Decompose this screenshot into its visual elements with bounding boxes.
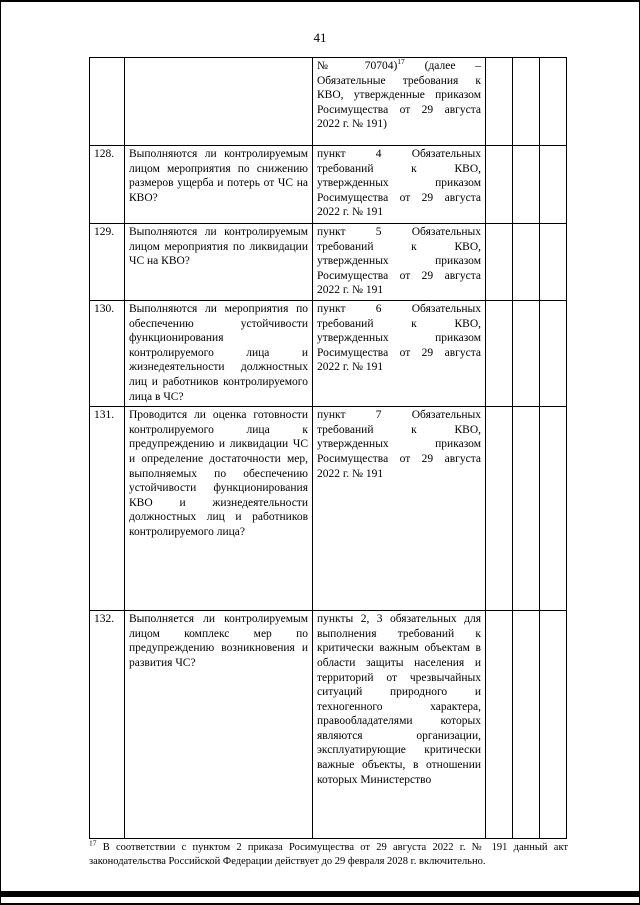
reference-cell [313, 58, 486, 146]
checklist-table [89, 57, 567, 839]
footnote-marker-ref: 17 [397, 57, 405, 67]
reference-text: (далее – Обязательные требования к КВО, утвержденные приказом Росимущества от 29 августа 2022 г. № 191) [317, 60, 481, 131]
page-bottom-rule [1, 891, 639, 897]
footnote-text: В соответствии с пунктом 2 приказа Росимущества от 29 августа 2022 г. № 191 данный акт законодательства Российской Федерации действует до 29 февраля 2028 г. включительно. [89, 842, 569, 867]
empty-cell [540, 146, 567, 224]
row-number-cell: 130. [90, 300, 125, 406]
reference-cell: пункт 6 Обязательных требований к КВО, утвержденных приказом Росимущества от 29 августа 2022 г. № 191 [313, 300, 486, 406]
empty-cell [513, 224, 540, 301]
row-number-cell [90, 58, 125, 146]
reference-cell: пункт 5 Обязательных требований к КВО, утвержденных приказом Росимущества от 29 августа 2022 г. № 191 [313, 224, 486, 301]
table-row [90, 146, 567, 224]
question-cell: Проводится ли оценка готовности контролируемого лица к предупреждению и ликвидации ЧС и определение достаточности мер, выполняемых по обеспечению устойчивости функционирования КВО и жизнедеятельности должностных лиц и работников контролируемого лица? [125, 407, 313, 611]
question-cell: Выполняются ли контролируемым лицом мероприятия по снижению размеров ущерба и потерь от ЧС на КВО? [125, 146, 313, 224]
empty-cell [486, 224, 513, 301]
empty-cell [540, 224, 567, 301]
question-cell: Выполняются ли мероприятия по обеспечению устойчивости функционирования контролируемого лица и жизнедеятельности должностных лиц и работников контролируемого лица в ЧС? [125, 300, 313, 406]
empty-cell [513, 300, 540, 406]
empty-cell [540, 300, 567, 406]
empty-cell [486, 58, 513, 146]
empty-cell [513, 146, 540, 224]
table-row [90, 300, 567, 406]
reference-cell: пункт 7 Обязательных требований к КВО, утвержденных приказом Росимущества от 29 августа 2022 г. № 191 [313, 407, 486, 611]
empty-cell [486, 407, 513, 611]
empty-cell [513, 407, 540, 611]
table-row [90, 407, 567, 611]
empty-cell [486, 146, 513, 224]
footnote-marker: 17 [89, 838, 97, 848]
empty-cell [540, 58, 567, 146]
empty-cell [486, 611, 513, 839]
row-number-cell: 131. [90, 407, 125, 611]
empty-cell [486, 300, 513, 406]
empty-cell [540, 611, 567, 839]
empty-cell [540, 407, 567, 611]
question-cell [125, 58, 313, 146]
table-row [90, 611, 567, 839]
reference-cell: пункт 4 Обязательных требований к КВО, утвержденных приказом Росимущества от 29 августа 2022 г. № 191 [313, 146, 486, 224]
question-cell: Выполняется ли контролируемым лицом комплекс мер по предупреждению возникновения и развития ЧС? [125, 611, 313, 839]
reference-text: № 70704) [317, 60, 398, 72]
row-number-cell: 128. [90, 146, 125, 224]
table-row [90, 224, 567, 301]
footnote [89, 838, 569, 868]
question-cell: Выполняются ли контролируемым лицом мероприятия по ликвидации ЧС на КВО? [125, 224, 313, 301]
reference-cell: пункты 2, 3 обязательных для выполнения требований к критически важным объектам в области защиты населения и территорий от чрезвычайных ситуаций природного и техногенного характера, правообладателями которых являются организации, эксплуатирующие критически важные объекты, в отношении которых Министерство [313, 611, 486, 839]
row-number-cell: 132. [90, 611, 125, 839]
page-top-rule [1, 0, 639, 2]
empty-cell [513, 58, 540, 146]
page-number: 41 [313, 30, 327, 45]
row-number-cell: 129. [90, 224, 125, 301]
empty-cell [513, 611, 540, 839]
checklist-table-body [90, 58, 567, 839]
table-row-continuation [90, 58, 567, 146]
